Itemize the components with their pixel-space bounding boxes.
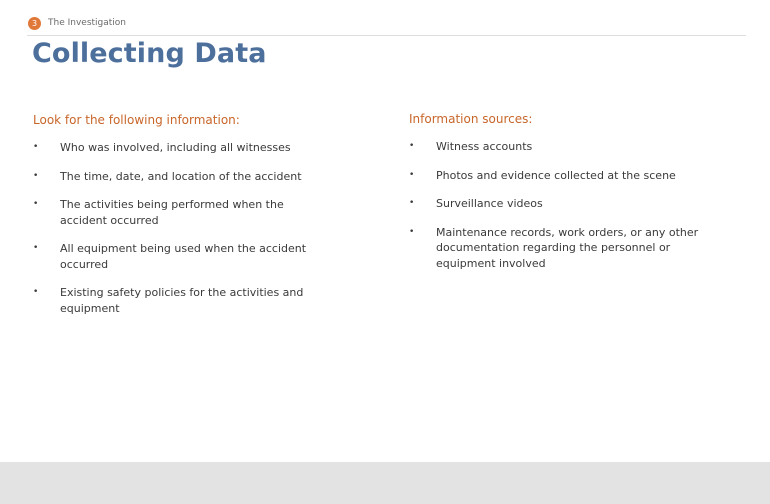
bullet-icon: • <box>33 287 39 297</box>
section-label: The Investigation <box>48 18 127 28</box>
list-item <box>409 225 709 272</box>
section-header <box>28 15 126 31</box>
bullet-icon: • <box>409 226 415 237</box>
page-title: Collecting Data <box>32 38 267 69</box>
list-item-text: Existing safety policies for the activities and equipment <box>60 286 304 315</box>
bullet-icon: • <box>33 199 39 209</box>
information-sources-heading: Information sources: <box>409 112 533 126</box>
list-item-text: All equipment being used when the accident occurred <box>60 242 307 271</box>
bottom-band <box>0 462 770 504</box>
information-sources-list <box>409 139 709 271</box>
header-divider <box>27 35 746 36</box>
list-item-text: Maintenance records, work orders, or any other documentation regarding the personnel or equipment involved <box>436 225 699 270</box>
bullet-icon: • <box>409 169 415 180</box>
list-item-text: Photos and evidence collected at the scene <box>436 168 676 182</box>
list-item <box>409 139 709 155</box>
list-item <box>33 285 333 316</box>
info-to-look-for-column <box>33 112 333 316</box>
bullet-icon: • <box>33 243 39 253</box>
section-number-badge: 3 <box>28 17 41 30</box>
list-item <box>33 140 333 156</box>
list-item-text: The time, date, and location of the accident <box>60 169 302 183</box>
list-item-text: Who was involved, including all witnesses <box>60 141 291 154</box>
list-item-text: Surveillance videos <box>436 197 543 210</box>
list-item <box>33 197 333 228</box>
list-item-text: The activities being performed when the accident occurred <box>60 198 284 227</box>
list-item <box>409 196 709 212</box>
information-sources-column <box>409 111 709 271</box>
info-to-look-for-heading: Look for the following information: <box>33 113 240 127</box>
list-item <box>33 241 333 272</box>
bullet-icon: • <box>33 142 39 152</box>
list-item <box>409 168 709 184</box>
list-item-text: Witness accounts <box>436 140 533 153</box>
bullet-icon: • <box>409 198 415 208</box>
bullet-icon: • <box>409 141 415 151</box>
info-to-look-for-list <box>33 140 333 316</box>
list-item <box>33 169 333 185</box>
bullet-icon: • <box>33 170 39 181</box>
